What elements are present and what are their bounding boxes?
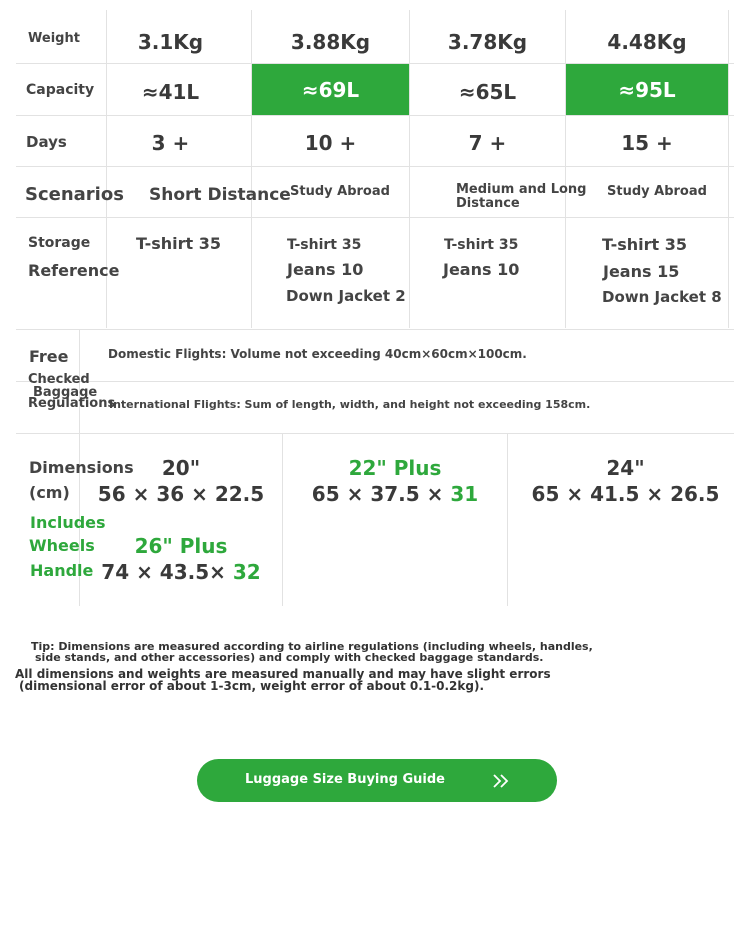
- buying-guide-button[interactable]: [197, 759, 557, 802]
- reference-label: Reference: [28, 261, 120, 280]
- tip-line-1: Tip: Dimensions are measured according to airline regulations (including wheels, handles,: [31, 640, 593, 653]
- days-20: 3 +: [151, 131, 190, 155]
- scenario-20: Short Distance: [149, 185, 291, 205]
- size-24-dims: 65 × 41.5 × 26.5: [531, 482, 720, 506]
- double-chevron-right-icon: [491, 771, 511, 791]
- international-rule: International Flights: Sum of length, width, and height not exceeding 158cm.: [109, 398, 591, 411]
- size-20-title: 20": [161, 456, 201, 480]
- size-24-title: 24": [606, 456, 645, 480]
- size-26-dims: [80, 560, 282, 584]
- days-24: 7 +: [468, 131, 507, 155]
- includes-label: Includes: [30, 513, 106, 532]
- dimensions-unit-label: (cm): [29, 483, 70, 502]
- weight-label: Weight: [28, 31, 80, 46]
- size-22-dims-height: 31: [450, 482, 479, 506]
- checked-label: Checked: [28, 372, 90, 387]
- weight-20: 3.1Kg: [137, 30, 204, 54]
- days-26: 15 +: [621, 131, 673, 155]
- scenario-22: Study Abroad: [290, 184, 390, 199]
- size-22-title: 22" Plus: [348, 456, 442, 480]
- storage-22-tshirt: T-shirt 35: [287, 237, 362, 253]
- tip-line-2: side stands, and other accessories) and comply with checked baggage standards.: [35, 651, 544, 664]
- storage-26-jeans: Jeans 15: [603, 262, 680, 281]
- storage-24-tshirt: T-shirt 35: [444, 237, 519, 253]
- storage-label: Storage: [28, 235, 91, 251]
- size-22-dims-main: 65 × 37.5 ×: [311, 482, 451, 506]
- wheels-label: Wheels: [29, 536, 95, 555]
- storage-26-jacket: Down Jacket 8: [602, 288, 722, 306]
- capacity-26-highlight: ≈95L: [566, 64, 728, 115]
- handle-label: Handle: [30, 561, 94, 580]
- size-22-dims: [283, 482, 507, 506]
- free-label: Free: [29, 347, 69, 366]
- accuracy-line-2: (dimensional error of about 1-3cm, weight error of about 0.1-0.2kg).: [19, 679, 485, 693]
- capacity-label: Capacity: [26, 82, 95, 98]
- baggage-label: Baggage: [33, 385, 98, 400]
- capacity-20: ≈41L: [141, 80, 200, 104]
- size-26-title: 26" Plus: [134, 534, 228, 558]
- storage-22-jacket: Down Jacket 2: [286, 287, 406, 305]
- capacity-24: ≈65L: [458, 80, 517, 104]
- storage-26-tshirt: T-shirt 35: [602, 235, 687, 254]
- scenario-26: Study Abroad: [607, 184, 707, 199]
- storage-22-jeans: Jeans 10: [287, 260, 364, 279]
- capacity-22-highlight: ≈69L: [252, 64, 409, 115]
- weight-24: 3.78Kg: [447, 30, 528, 54]
- days-label: Days: [26, 133, 67, 151]
- weight-22: 3.88Kg: [290, 30, 371, 54]
- accuracy-line-1: All dimensions and weights are measured manually and may have slight errors: [15, 667, 551, 681]
- storage-20-tshirt: T-shirt 35: [136, 234, 221, 253]
- days-22: 10 +: [304, 131, 357, 155]
- buying-guide-label: Luggage Size Buying Guide: [245, 772, 445, 787]
- size-26-dims-main: 74 × 43.5×: [101, 560, 233, 584]
- scenario-24: Medium and Long Distance: [456, 182, 587, 211]
- dimensions-label: Dimensions: [29, 458, 134, 477]
- regulations-label: Regulations: [28, 396, 116, 411]
- size-26-dims-height: 32: [232, 560, 261, 584]
- weight-26: 4.48Kg: [607, 30, 687, 54]
- size-20-dims: 56 × 36 × 22.5: [97, 482, 265, 506]
- scenarios-label: Scenarios: [25, 184, 124, 205]
- storage-24-jeans: Jeans 10: [443, 260, 520, 279]
- domestic-rule: Domestic Flights: Volume not exceeding 40cm×60cm×100cm.: [108, 347, 527, 361]
